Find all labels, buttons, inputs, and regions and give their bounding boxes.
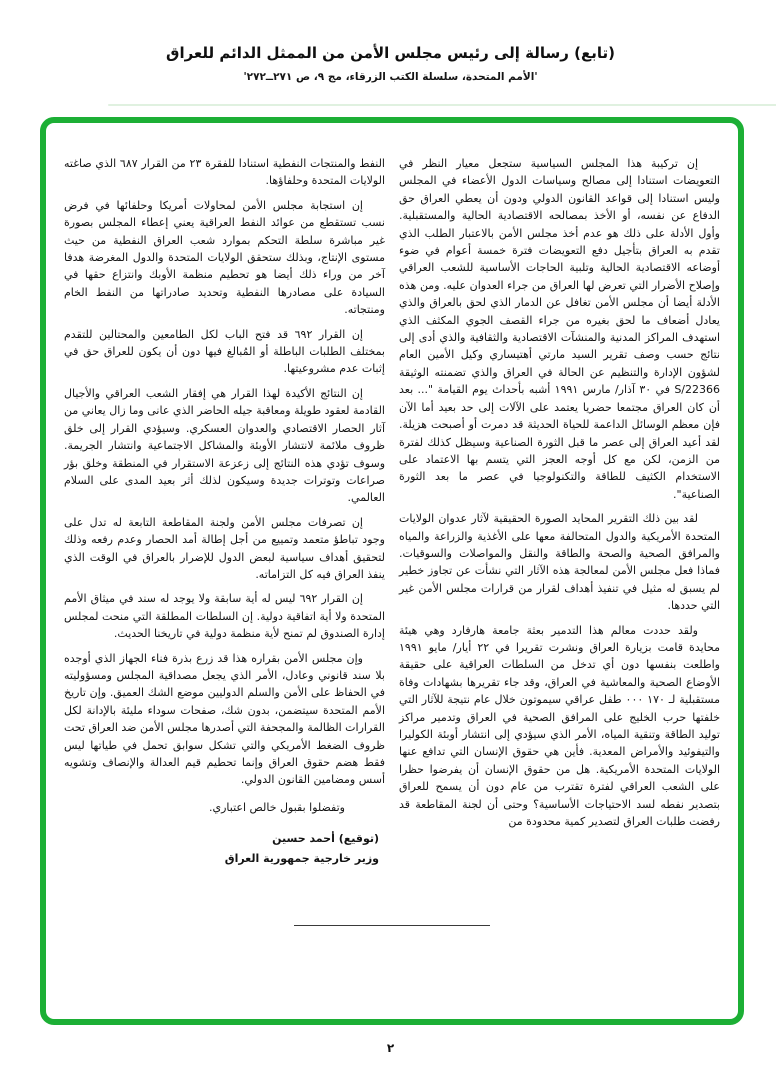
paragraph: إن القرار ٦٩٢ قد فتح الباب لكل الطامعين والمحتالين للتقدم بمختلف الطلبات الباطلة أو المُبالغ فيها دون أن يكون للعراق حق في إثبات عدم مشروعيتها. <box>64 327 385 376</box>
text-column-left <box>64 155 385 1001</box>
document-header <box>0 44 781 83</box>
faint-outer-border-line <box>108 104 776 106</box>
paragraph: إن استجابة مجلس الأمن لمحاولات أمريكا وحلفائها في فرض نسب تستقطع من عوائد النفط العراقية يعني إعطاء المجلس بصورة غير مباشرة سلطة التحكم بموارد شعب العراق النفطية من حيث مستوى الإنتاج، وبذلك ستحقق الولايات المتحدة والدول المغرضة هدفا آخر من وراء ذلك أيضا هو تحطيم منظمة الأوبك وانتزاع حقها في السيادة على مصادرها النفطية وتحديد صادراتها من النفط الخام ومنتجاته. <box>64 198 385 317</box>
text-column-right <box>399 155 720 1001</box>
page-number: ٢ <box>386 1041 395 1055</box>
paragraph: إن القرار ٦٩٢ ليس له أية سابقة ولا يوجد له سند في ميثاق الأمم المتحدة ولا أية اتفاقية دولية. إن السلطات المطلقة التي منحت لمجلس إدارة الصندوق لم تمنح لأية منظمة دولية في تاريخنا الحديث. <box>64 592 385 641</box>
paragraph: إن تركيبة هذا المجلس السياسية ستجعل معيار النظر في التعويضات استنادا إلى مصالح وسياسات الدول الأعضاء في المجلس وليس استنادا إلى قواعد القانون الدولي ودون أن يعطي العراق حق الدفاع عن نفسه، أو الأخذ بمصالحه الاقتصادية الحالية والمستقبلية. وأول الأدلة على ذلك هو عدم أخذ مجلس الأمن بالاعتبار الطلب الذي تقدم به العراق بتأجيل دفع التعويضات فترة خمسة أعوام في ضوء أوضاعه الاقتصادية الحالية وتلبية الحاجات الأساسية للشعب العراقي وإصلاح الأضرار التي تعرض لها العراق من جراء العدوان عليه. ومن هذه الأدلة أيضا أن مجلس الأمن تغافل عن الدمار الذي لحق بالعراق والذي يعادل أضعاف ما لحق بغيره من جراء القصف الجوي المكثف الذي استهدف المراكز المدنية والمنشآت الاقتصادية والثقافية والذي أدى إلى نتائج حسب وصف تقرير السيد مارتي أهتيساري وكيل الأمين العام لشؤون الإدارة والتنظيم عن الحالة في العراق والذي تضمنته الوثيقة S/22366 في ٣٠ آذار/ مارس ١٩٩١ أشبه بأحداث يوم القيامة "... بعد أن كان العراق مجتمعا حضريا يعتمد على الآلات إلى حد بعيد أما الآن فإن معظم الوسائل الداعمة للحياة الحديثة قد دمرت أو أصبحت هزيلة. لقد أعيد العراق إلى عصر ما قبل الثورة الصناعية وسيظل كذلك لفترة من الزمن، لكن مع كل أوجه العجز التي يتسم بها الاعتماد على الاستخدام الكثيف للطاقة والتكنولوجيا في عصر ما بعد الثورة الصناعية". <box>399 157 720 501</box>
paragraph: ولقد حددت معالم هذا التدمير بعثة جامعة هارفارد وهي هيئة محايدة قامت بزيارة العراق ونشرت تقريرا في ٢٢ أيار/ مايو ١٩٩١ واطلعت بنفسها دون أي تدخل من السلطات العراقية على حقيقة الأوضاع الصحية والمعاشية في العراق، وقد جاء تقريرها بشهادات وفاة مستقبلية لـ ١٧٠ ٠٠٠ طفل عراقي سيموتون خلال عام نتيجة للآثار التي خلفتها حرب الخليج على المرافق الصحية في العراق وتدمير مراكز توليد الطاقة وتنقية المياه، الأمر الذي سيؤدي إلى انتشار أوبئة الكوليرا والتيفوئيد والأمراض المعدية. فأين هي حقوق الإنسان التي تدافع عنها الولايات المتحدة الأمريكية. هل من حقوق الإنسان أن يفرضوا حظرا على الشعب العراقي لفترة تقترب من عام دون أن يسمح للعراق بتصدير نفطه لسد الاحتياجات الأساسية؟ وحتى أن لجنة المقاطعة قد رفضت طلبات العراق لتصدير كمية محدودة من <box>399 623 721 829</box>
page-title: (تابع) رسالة إلى رئيس مجلس الأمن من الممثل الدائم للعراق <box>166 44 615 62</box>
paragraph: إن تصرفات مجلس الأمن ولجنة المقاطعة التابعة له تدل على وجود تباطؤ متعمد وتمييع من أجل إطالة أمد الحصار وعدم رفعه وذلك لتحقيق أهداف سياسية لبعض الدول للإضرار بالعراق في الوقت الذي ينفذ العراق فيه كل التزاماته. <box>64 515 385 581</box>
closing-salutation: وتفضلوا بقبول خالص اعتباري. <box>209 800 345 814</box>
signature-title: وزير خارجية جمهورية العراق <box>224 851 379 865</box>
two-column-text-area <box>64 155 720 1001</box>
section-divider <box>294 925 490 926</box>
source-citation: 'الأمم المتحدة، سلسلة الكتب الزرقاء، مج ٩، ص ٢٧١ــ٢٧٢' <box>243 71 538 83</box>
paragraph-continuation: النفط والمنتجات النفطية استنادا للفقرة ٢٣ من القرار ٦٨٧ الذي صاغته الولايات المتحدة وحلفاؤها. <box>64 157 385 188</box>
paragraph: إن النتائج الأكيدة لهذا القرار هي إفقار الشعب العراقي والأجيال القادمة لعقود طويلة ومعاقبة جيله الحاضر الذي عانى وما زال يعاني من آثار الحصار الاقتصادي والعدوان العسكري. وسيؤدي القرار إلى خلق ظروف ملائمة لانتشار الأوبئة والمشاكل الاجتماعية وانتشار الجريمة. وسوف تؤدي هذه النتائج إلى زعزعة الاستقرار في المنطقة وخلق بؤر صراعات وتوترات جديدة وسيكون لذلك أثر بعيد المدى على السلام العالمي. <box>64 386 385 505</box>
paragraph: وإن مجلس الأمن بقراره هذا قد زرع بذرة فناء الجهاز الذي أوجده بلا سند قانوني وعادل، الأمر الذي يجعل مصداقية المجلس ومسؤوليته في الحفاظ على الأمن والسلم الدوليين موضع الشك العميق. وإن تاريخ الأمم المتحدة سيتضمن، بدون شك، صفحات سوداء مليئة بالإدانة لكل القرارات الظالمة والمجحفة التي أصدرها مجلس الأمن ضد العراق تحت ظروف الضغط الأمريكي والتي تشكل سوابق تحمل في طياتها ليس فقط هضم حقوق العراق وإنما تحطيم قيم العدالة والإنصاف وتشويه أسس ومضامين القانون الدولي. <box>64 651 385 787</box>
green-border-frame <box>40 117 744 1025</box>
signature-name: (توقيع) أحمد حسين <box>272 832 379 846</box>
paragraph: لقد بين ذلك التقرير المحايد الصورة الحقيقية لآثار عدوان الولايات المتحدة الأمريكية والدول المتحالفة معها على الأغذية والزراعة والمياه والمرافق الصحية والصحة والطاقة والنقل والمواصلات والسوقيات. فماذا فعل مجلس الأمن لمعالجة هذه الآثار التي نشأت عن تجاوز خطير لم يسبق له مثيل في تنفيذ أهداف لقرار من قرارات مجلس الأمن غير التي حددها. <box>399 512 720 613</box>
